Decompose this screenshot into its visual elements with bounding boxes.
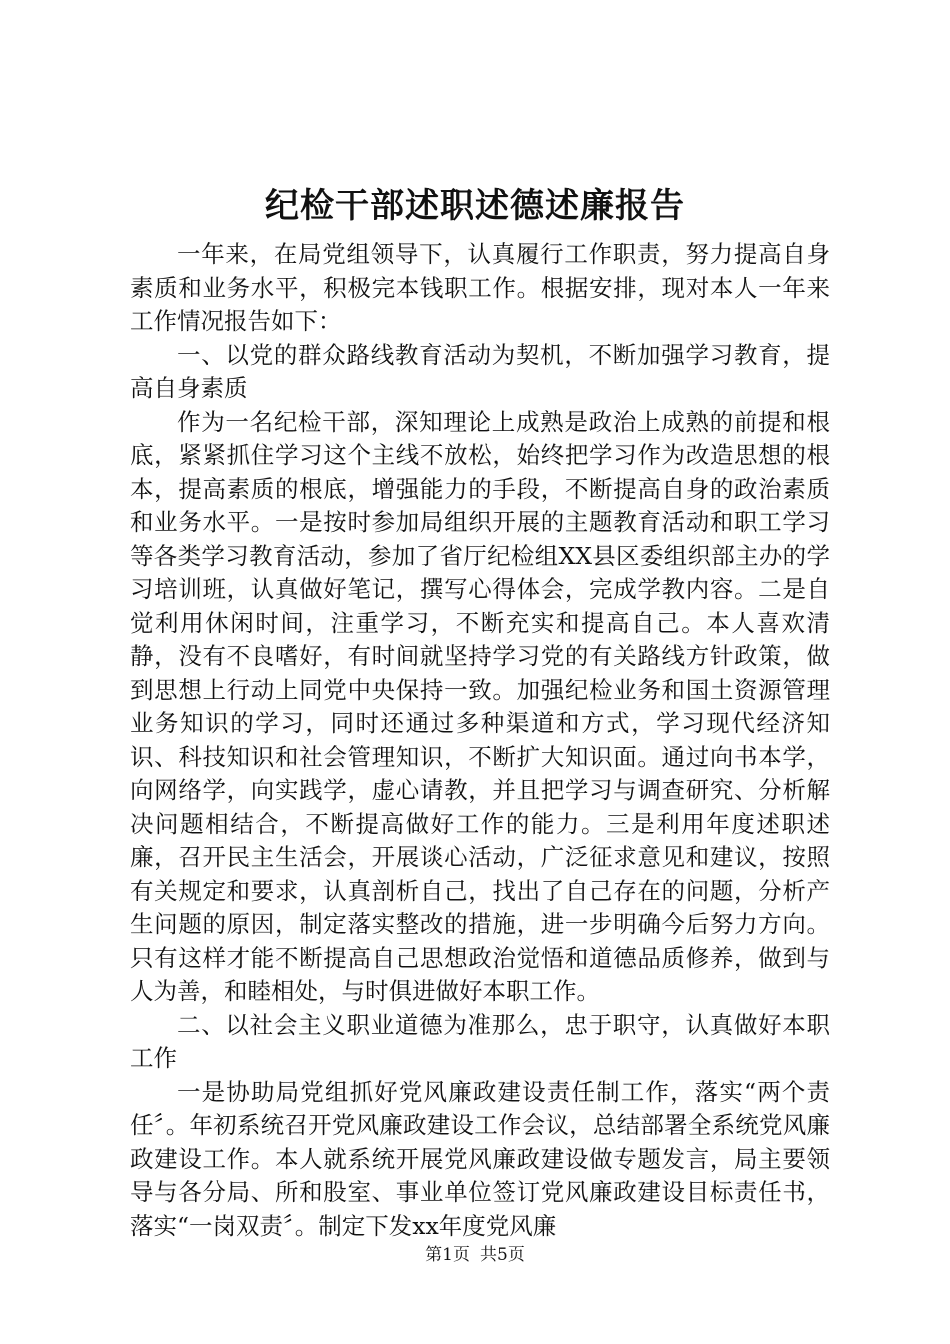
paragraph-intro: 一年来，在局党组领导下，认真履行工作职责，努力提高自身素质和业务水平，积极完本钱职工作。根据安排，现对本人一年来工作情况报告如下： <box>130 240 830 335</box>
document-body <box>130 238 830 1243</box>
page-number: 第1页 <box>425 1245 470 1265</box>
paragraph-section-2: 一是协助局党组抓好党风廉政建设责任制工作，落实“两个责任〞。年初系统召开党风廉政建设工作会议，总结部署全系统党风廉政建设工作。本人就系统开展党风廉政建设做专题发言，局主要领导与各分局、所和股室、事业单位签订党风廉政建设目标责任书，落实“一岗双责〞。制定下发xx年度党风廉 <box>130 1077 830 1240</box>
page-footer <box>0 1243 950 1267</box>
document-title: 纪检干部述职述德述廉报告 <box>265 186 685 226</box>
page-total: 共5页 <box>480 1245 525 1265</box>
section-heading-2: 二、以社会主义职业道德为准那么，忠于职守，认真做好本职工作 <box>130 1010 830 1072</box>
paragraph-section-1: 作为一名纪检干部，深知理论上成熟是政治上成熟的前提和根底，紧紧抓住学习这个主线不放松，始终把学习作为改造思想的根本，提高素质的根底，增强能力的手段，不断提高自身的政治素质和业务水平。一是按时参加局组织开展的主题教育活动和职工学习等各类学习教育活动，参加了省厅纪检组XX县区委组织部主办的学习培训班，认真做好笔记，撰写心得体会，完成学教内容。二是自觉利用休闲时间，注重学习，不断充实和提高自己。本人喜欢清静，没有不良嗜好，有时间就坚持学习党的有关路线方针政策，做到思想上行动上同党中央保持一致。加强纪检业务和国土资源管理业务知识的学习，同时还通过多种渠道和方式，学习现代经济知识、科技知识和社会管理知识，不断扩大知识面。通过向书本学，向网络学，向实践学，虚心请教，并且把学习与调查研究、分析解决问题相结合，不断提高做好工作的能力。三是利用年度述职述廉，召开民主生活会，开展谈心活动，广泛征求意见和建议，按照有关规定和要求，认真剖析自己，找出了自己存在的问题，分析产生问题的原因，制定落实整改的措施，进一步明确今后努力方向。只有这样才能不断提高自己思想政治觉悟和道德品质修养，做到与人为善，和睦相处，与时俱进做好本职工作。 <box>130 407 830 1005</box>
section-heading-1: 一、以党的群众路线教育活动为契机，不断加强学习教育，提高自身素质 <box>130 340 830 402</box>
